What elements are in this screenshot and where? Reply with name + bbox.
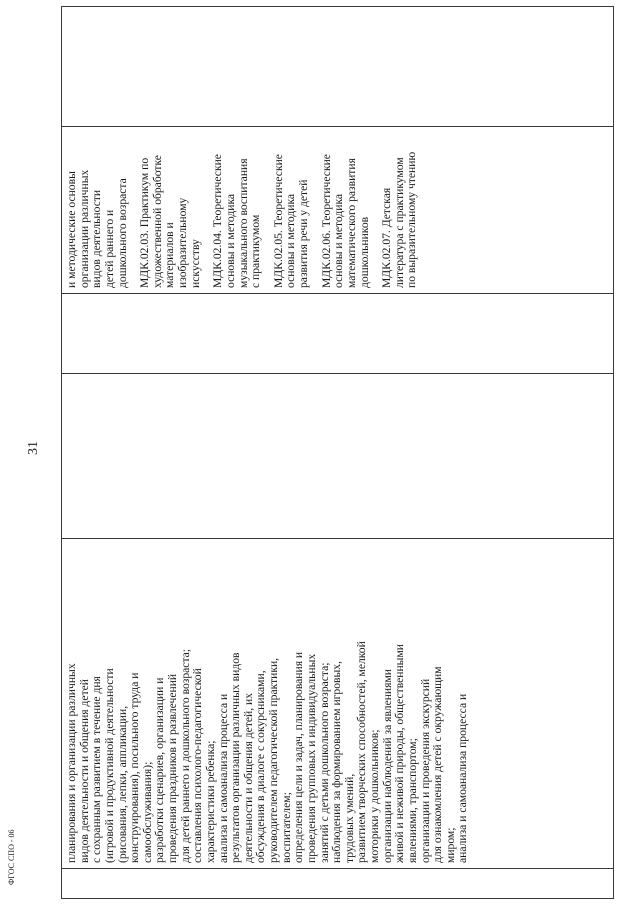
empty-cell: [62, 293, 614, 373]
mdk-line: материалов и: [163, 221, 177, 288]
practice-line: руководителем педагогической практики,: [267, 657, 280, 863]
practice-line: результатов организации различных видов: [229, 652, 243, 863]
practice-line: самообслуживания);: [140, 761, 154, 863]
practice-line: воспитателем;: [279, 791, 293, 863]
rotated-page: [26, 7, 614, 899]
practice-line: занятий с детьми дошкольного возраста;: [317, 661, 331, 863]
practice-line: конструирования), посильного труда и: [128, 672, 142, 863]
page-number: 31: [26, 440, 41, 455]
practice-line: трудовых умений,: [342, 773, 356, 863]
practice-line: анализа и самоанализа процесса и: [216, 693, 230, 863]
mdk-line: видов деятельности: [90, 189, 104, 288]
mdk-entry: [139, 132, 202, 288]
index-cell: [62, 868, 614, 898]
table-row: [62, 6, 614, 898]
practice-cell: [62, 538, 614, 868]
mdk-entry: [212, 132, 263, 288]
practice-line: явлениями, транспортом;: [405, 737, 419, 863]
mdk-line: детей раннего и: [102, 209, 116, 288]
mdk-line: МДК.02.07. Детская: [380, 187, 394, 288]
mdk-line: художественной обработке: [150, 154, 164, 288]
curriculum-table: [61, 6, 614, 899]
mdk-cell: [62, 126, 614, 293]
mdk-line: изобразительному: [176, 197, 189, 288]
mdk-entry: [66, 132, 129, 288]
mdk-entry: [381, 132, 419, 288]
practice-line: видов деятельности и общения детей: [77, 678, 91, 863]
practice-line: проведения праздников и развлечений: [166, 673, 179, 863]
practice-line: с сохранным развитием в течение дня: [90, 675, 104, 863]
practice-line: составления психолого-педагогической: [191, 667, 205, 863]
mdk-line: организации различных: [77, 169, 91, 288]
practice-line: (игровой и продуктивной деятельности: [102, 667, 116, 863]
practice-line: наблюдения за формированием игровых,: [330, 660, 344, 863]
mdk-line: МДК.02.03. Практикум по: [138, 157, 152, 288]
mdk-line: основы и методика: [284, 193, 298, 288]
practice-line: обсуждения в диалоге с сокурсниками,: [254, 669, 268, 863]
mdk-line: музыкального воспитания: [236, 157, 250, 288]
practice-line: разработки сценариев, организации и: [153, 677, 167, 863]
mdk-entry: [273, 132, 311, 288]
practice-line: для детей раннего и дошкольного возраста;: [178, 648, 192, 863]
empty-cell: [62, 6, 614, 126]
mdk-line: с практикумом: [249, 214, 263, 288]
mdk-line: основы и методика: [332, 193, 346, 288]
practice-line: миром;: [443, 827, 457, 863]
mdk-line: основы и методика: [223, 193, 237, 288]
mdk-line: развития речи у детей: [297, 179, 310, 288]
practice-line: организации наблюдений за явлениями: [380, 668, 394, 863]
footer-text: ФГОС СПО - 06: [7, 829, 16, 885]
practice-line: организации и проведения экскурсий: [418, 678, 432, 863]
mdk-line: литература с практикумом: [392, 156, 406, 288]
mdk-line: по выразительному чтению: [405, 151, 419, 288]
mdk-line: МДК.02.04. Теоретические: [211, 153, 225, 288]
mdk-line: дошкольников: [357, 216, 371, 288]
mdk-line: МДК.02.06. Теоретические: [319, 153, 333, 288]
practice-line: развитием творческих способностей, мелкой: [355, 640, 369, 863]
practice-line: деятельности и общения детей, их: [241, 692, 255, 863]
empty-cell: [62, 373, 614, 538]
mdk-line: искусству: [188, 238, 202, 288]
practice-line: проведения групповых и индивидуальных: [304, 653, 318, 863]
practice-line: для ознакомления детей с окружающим: [431, 665, 445, 863]
practice-line: характеристики ребенка;: [203, 740, 217, 863]
practice-line: планирования и организации различных: [65, 662, 78, 863]
practice-line: моторики у дошкольников;: [368, 729, 381, 863]
practice-line: живой и неживой природы, общественными: [393, 643, 407, 863]
practice-line: определения цели и задач, планирования и: [292, 651, 306, 863]
mdk-entry: [321, 132, 372, 288]
mdk-line: и методические основы: [65, 170, 78, 288]
mdk-line: математического развития: [344, 157, 358, 288]
practice-line: (рисования, лепки, аппликации,: [115, 705, 129, 863]
mdk-line: МДК.02.05. Теоретические: [271, 153, 285, 288]
mdk-line: дошкольного возраста: [115, 177, 129, 288]
practice-line: анализа и самоанализа процесса и: [456, 693, 470, 863]
